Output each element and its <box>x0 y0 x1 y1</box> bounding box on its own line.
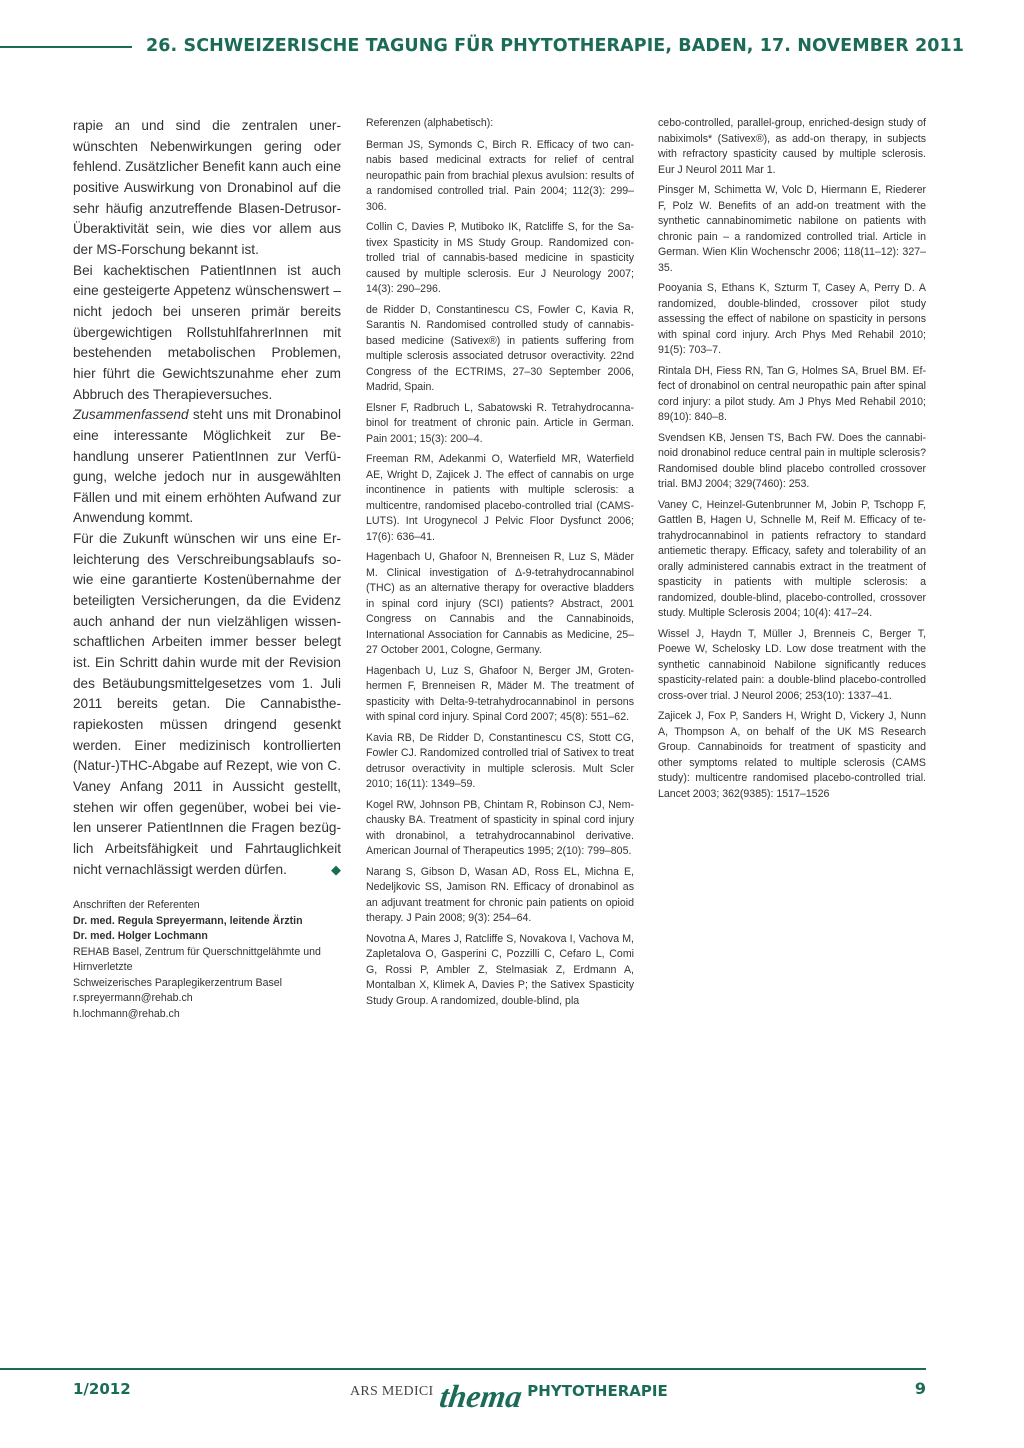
footer-rule <box>0 1368 926 1370</box>
institution: Schweizerisches Paraplegikerzentrum Basel <box>73 976 283 989</box>
reference-item: Berman JS, Symonds C, Birch R. Efficacy of two cannabis based medicinal extracts for relief of central neuropathic pain from brachial plexus avulsion: results of a randomised controlled trial. Pain 2004; 112(3): 299–306. <box>366 138 634 213</box>
addresses-heading: Anschriften der Referenten <box>73 899 200 911</box>
end-diamond-icon: ◆ <box>331 861 341 877</box>
reference-item: Elsner F, Radbruch L, Sabatowski R. Tetrahydrocannabinol for treatment of chronic pain. Article in German. Pain 2001; 15(3): 200–4. <box>366 401 634 445</box>
references-heading: Referenzen (alphabetisch): <box>366 117 494 129</box>
reference-item: Pooyania S, Ethans K, Szturm T, Casey A, Perry D. A randomized, double-blinded, crossover pilot study assessing the effect of nabilone on spasticity in persons with spinal cord injury. Arch Phys Med Rehabil 2010; 91(5): 703–7. <box>658 282 926 356</box>
author-name: Dr. med. Regula Spreyermann, leitende Ärztin <box>73 914 303 927</box>
reference-item: Svendsen KB, Jensen TS, Bach FW. Does the cannabinoid dronabinol reduce central pain in multiple sclerosis? Randomised double blind placebo controlled crossover trial. BMJ 2004; 329(7460): 253. <box>658 431 926 490</box>
reference-item: Rintala DH, Fiess RN, Tan G, Holmes SA, Bruel BM. Effect of dronabinol on central neuropathic pain after spinal cord injury: a pilot study. Am J Phys Med Rehabil 2010; 89(10): 840–8. <box>658 364 926 423</box>
references-column-1 <box>366 116 634 1014</box>
article-body-column <box>73 116 341 880</box>
reference-item: Zajicek J, Fox P, Sanders H, Wright D, Vickery J, Nunn A, Thompson A, on behalf of the UK MS Research Group. Cannabinoids for treatment of spasticity and other symptoms related to multiple sclerosis (CAMS study): multicentre randomised placebo-controlled trial. Lancet 2003; 362(9385): 1517–1526 <box>658 710 926 800</box>
header-rule <box>0 46 132 48</box>
body-paragraph <box>73 405 341 529</box>
reference-item: Pinsger M, Schimetta W, Volc D, Hiermann E, Riederer F, Polz W. Benefits of an add-on treatment with the synthetic cannabinomimetic nabilone on patients with chronic pain – a randomized controlled trial. Article in German. Wien Klin Wochenschr 2006; 118(11–12): 327–35. <box>658 184 926 274</box>
reference-item: Wissel J, Haydn T, Müller J, Brenneis C, Berger T, Poewe W, Schelosky LD. Low dose treatment with the synthetic cannabinoid Nabilone significantly reduces spasticity-related pain: a double-blind placebo-controlled cross-over trial. J Neurol 2006; 253(10): 1337–41. <box>658 627 926 702</box>
author-addresses <box>73 898 341 1022</box>
brand-thema-logo: thema <box>436 1378 524 1414</box>
reference-item: Freeman RM, Adekanmi O, Waterfield MR, Waterfield AE, Wright D, Zajicek J. The effect of cannabis on urge incontinence in patients with multiple sclerosis: a multicentre, randomised placebo-controlled trial (CAMS-LUTS). Int Urogynecol J Pelvic Floor Dysfunct 2006; 17(6): 636–41. <box>366 453 634 543</box>
body-text: Für die Zukunft wünschen wir uns eine Erleichterung des Verschreibungsablaufs sowie eine garantierte Kostenübernahme der beteiligten Versicherungen, da die Evidenz auch anhand der nun vielzähligen wissenschaftlichen Arbeiten immer besser belegt ist. Ein Schritt dahin wurde mit der Revision des Betäubungsmittelgesetzes vom 1. Juli 2011 bereits getan. Die Cannabistherapiekosten müssen dringend gesenkt werden. Einer medizinisch kontrollierten (Natur-)THC-Abgabe auf Rezept, wie von C. Vaney Anfang 2011 in Aussicht gestellt, stehen wir offen gegenüber, wobei bei vielen unserer PatientInnen die Fragen bezüglich Arbeitsfähigkeit und Fahrtauglichkeit nicht vernachlässigt werden dürfen. <box>73 531 341 877</box>
running-header: 26. SCHWEIZERISCHE TAGUNG FÜR PHYTOTHERAPIE, BADEN, 17. NOVEMBER 2011 <box>146 36 965 56</box>
magazine-brand <box>350 1372 668 1412</box>
section-name: PHYTOTHERAPIE <box>527 1382 668 1400</box>
body-text: steht uns mit Dronabinol eine interessante Möglichkeit zur Behandlung unserer PatientInnen zur Verfügung, welche jedoch nur in ausgewählten Fällen und mit einem erhöhten Aufwand zur Anwendung kommt. <box>73 407 341 526</box>
reference-item: cebo-controlled, parallel-group, enriched-design study of nabiximols* (Sativex®), as add-on therapy, in subjects with refractory spasticity caused by multiple sclerosis. Eur J Neurol 2011 Mar 1. <box>658 117 926 176</box>
institution: REHAB Basel, Zentrum für Querschnittgelähmte und Hirnverletzte <box>73 945 321 973</box>
reference-item: Novotna A, Mares J, Ratcliffe S, Novakova I, Vachova M, Zapletalova O, Gasperini C, Pozzilli C, Cefaro L, Comi G, Rossi P, Ambler Z, Stelmasiak Z, Erdmann A, Montalban X, Klimek A, Davies P; the Sativex Spasticity Study Group. A randomized, double-blind, pla <box>366 932 634 1007</box>
body-paragraph: Bei kachektischen PatientInnen ist auch eine gesteigerte Appetenz wünschenswert – nicht jedoch bei unseren primär bereits übergewichtigen RollstuhlfahrerInnen mit bestehenden metabolischen Problemen, hier führt die Gewichtszunahme eher zum Abbruch des Therapieversuches. <box>73 262 341 402</box>
issue-number: 1/2012 <box>73 1380 131 1398</box>
email-link[interactable]: h.lochmann@rehab.ch <box>73 1007 180 1020</box>
reference-item: Hagenbach U, Luz S, Ghafoor N, Berger JM, Grotenhermen F, Brenneisen R, Mäder M. The treatment of spasticity with Delta-9-tetrahydrocannabinol in persons with spinal cord injury. Spinal Cord 2007; 45(8): 551–62. <box>366 664 634 723</box>
reference-item: de Ridder D, Constantinescu CS, Fowler C, Kavia R, Sarantis N. Randomised controlled study of cannabis-based medicine (Sativex®) in patients suffering from multiple sclerosis associated detrusor overactivity. 22nd Congress of the ECTRIMS, 27–30 September 2006, Madrid, Spain. <box>366 303 634 393</box>
reference-item: Collin C, Davies P, Mutiboko IK, Ratcliffe S, for the Sativex Spasticity in MS Study Group. Randomized controlled trial of cannabis-based medicine in spasticity caused by multiple sclerosis. Eur J Neurology 2007; 14(3): 290–296. <box>366 221 634 295</box>
reference-item: Hagenbach U, Ghafoor N, Brenneisen R, Luz S, Mäder M. Clinical investigation of Δ-9-tetrahydrocannabinol (THC) as an alternative therapy for overactive bladders in spinal cord injury (SCI) patients? Abstract, 2001 Congress on Cannabis and the Cannabinoids, International Association for Cannabis as Medicine, 25–27 October 2001, Cologne, Germany. <box>366 551 634 656</box>
reference-item: Kogel RW, Johnson PB, Chintam R, Robinson CJ, Nemchausky BA. Treatment of spasticity in spinal cord injury with dronabinol, a tetrahydrocannabinol derivative. American Journal of Therapeutics 1995; 2(10): 799–805. <box>366 798 634 857</box>
page-number: 9 <box>914 1379 926 1398</box>
body-paragraph: rapie an und sind die zentralen unerwünschten Nebenwirkungen gering oder fehlend. Zusätzlicher Benefit kann auch eine positive Auswirkung von Dronabinol auf die sehr häufig anzutreffende Blasen-Detrusor-Überaktivität sein, wie dies vor allem aus der MS-Forschung bekannt ist. <box>73 118 341 257</box>
reference-item: Kavia RB, De Ridder D, Constantinescu CS, Stott CG, Fowler CJ. Randomized controlled trial of Sativex to treat detrusor overactivity in multiple sclerosis. Mult Scler 2010; 16(11): 1349–59. <box>366 731 634 790</box>
reference-item: Narang S, Gibson D, Wasan AD, Ross EL, Michna E, Nedeljkovic SS, Jamison RN. Efficacy of dronabinol as an adjuvant treatment for chronic pain patients on opioid therapy. J Pain 2008; 9(3): 254–64. <box>366 865 634 924</box>
brand-ars-medici: ARS MEDICI <box>350 1384 434 1399</box>
email-link[interactable]: r.spreyermann@rehab.ch <box>73 992 193 1004</box>
emphasis-text: Zusammenfassend <box>73 407 189 423</box>
reference-item: Vaney C, Heinzel-Gutenbrunner M, Jobin P, Tschopp F, Gattlen B, Hagen U, Schnelle M, Reif M. Efficacy of tetrahydrocannabinol in patients refractory to standard antiemetic therapy. Efficacy, safety and tolerability of an orally administered cannabis extract in the treatment of spasticity in patients with multiple sclerosis: a randomized, double-blind, placebo-controlled, crossover study. Multiple Sclerosis 2004; 10(4): 417–24. <box>658 498 926 619</box>
body-paragraph <box>73 529 341 880</box>
references-column-2 <box>658 116 926 807</box>
author-name: Dr. med. Holger Lochmann <box>73 930 208 942</box>
